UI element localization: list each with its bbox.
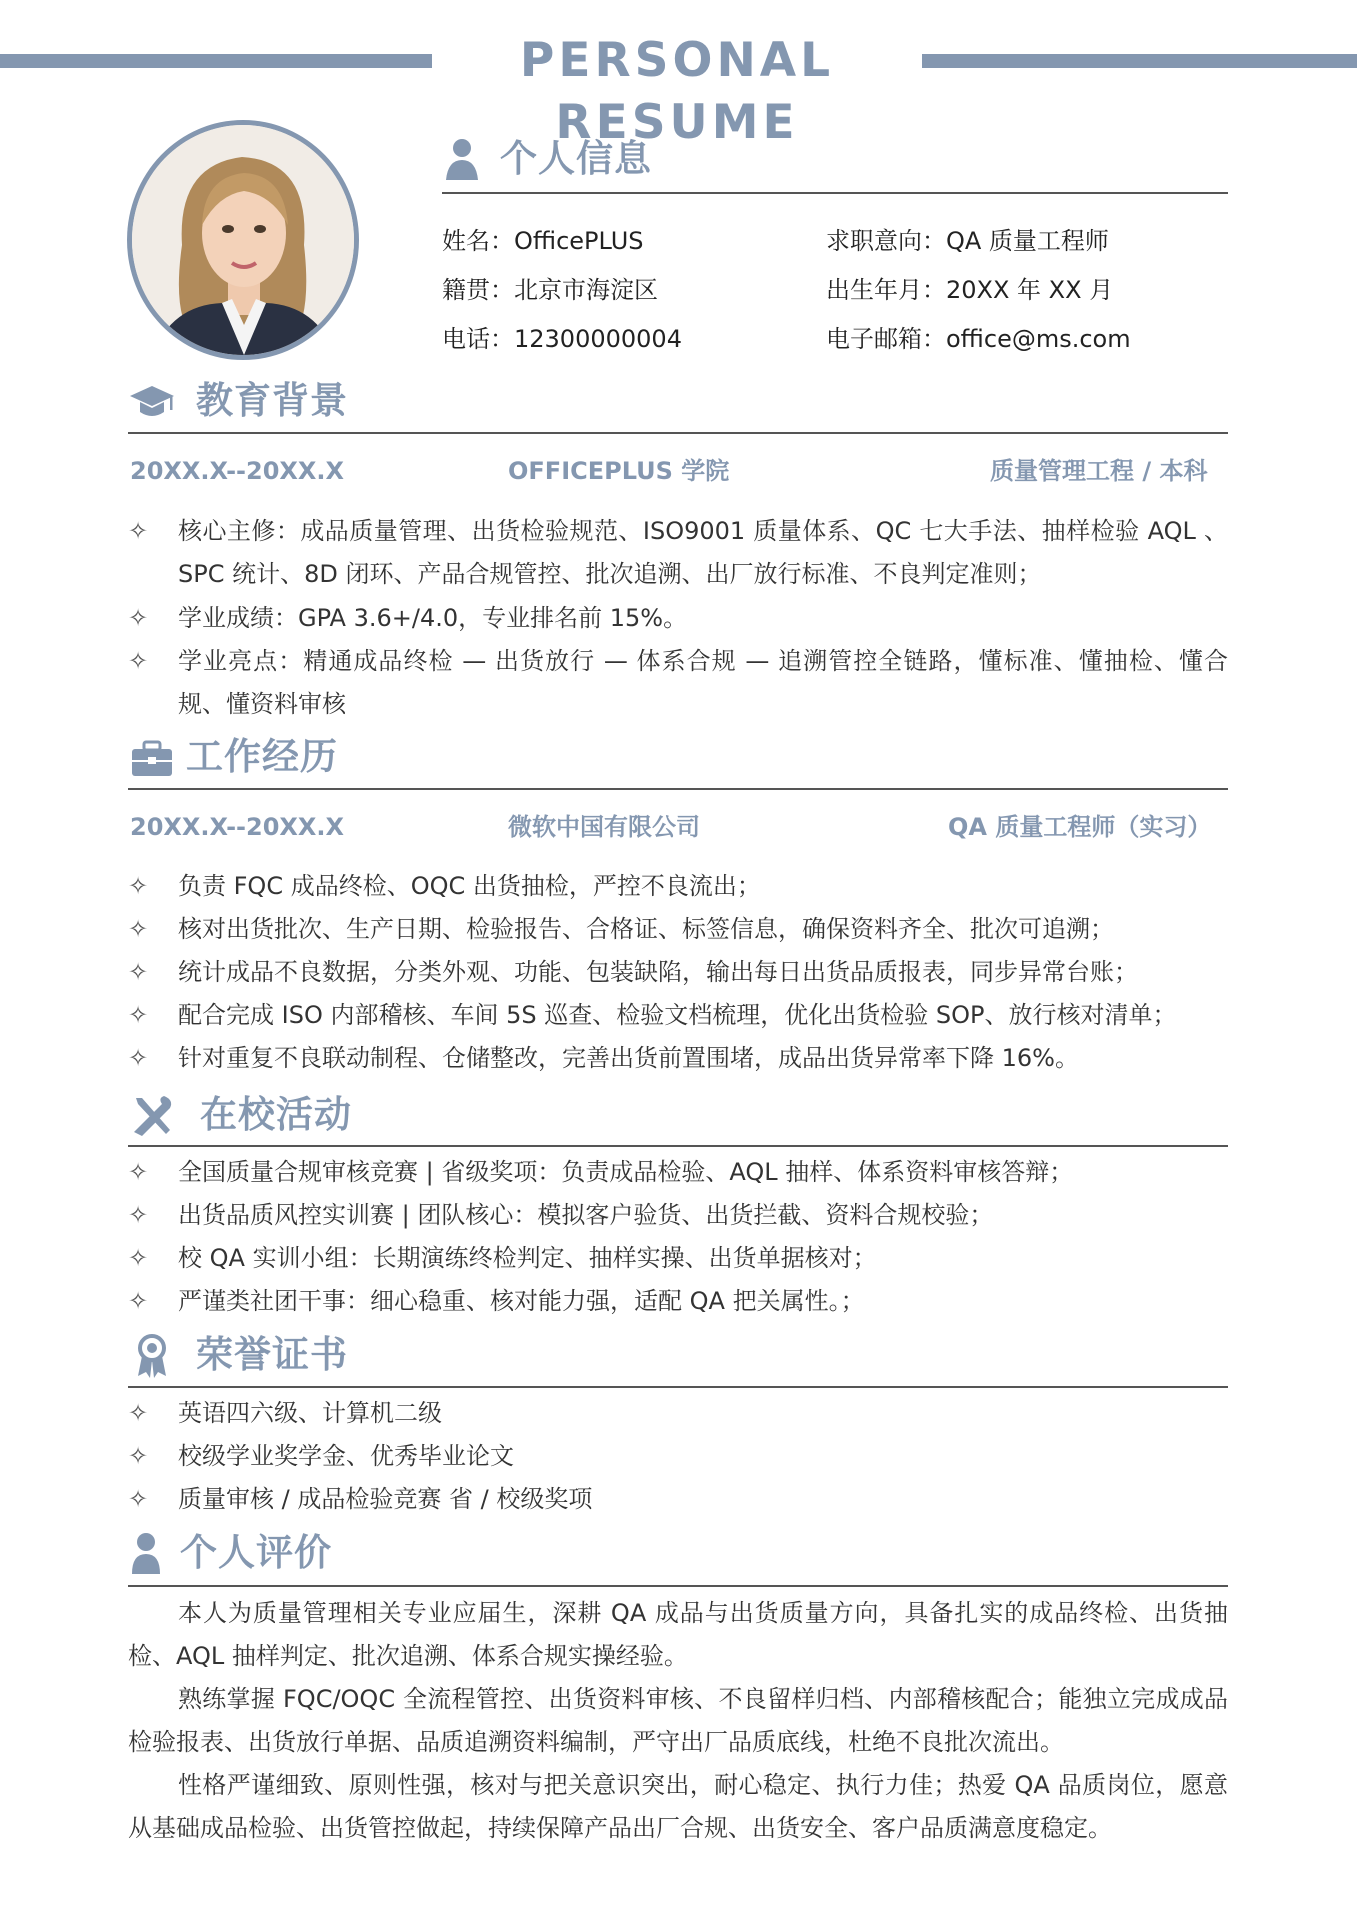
bullet-icon: ✧ <box>128 1485 149 1513</box>
section-evaluation-header <box>128 1524 1228 1584</box>
bullet-icon: ✧ <box>128 1001 149 1029</box>
list-item: ✧ 校级学业奖学金、优秀毕业论文 <box>128 1435 1228 1478</box>
work-period: 20XX.X--20XX.X <box>130 813 345 841</box>
origin-field: 籍贯：北京市海淀区 <box>442 276 658 304</box>
list-item: ✧ 负责 FQC 成品终检、OQC 出货抽检，严控不良流出； <box>128 865 1228 908</box>
section-work-header <box>128 728 1228 788</box>
section-rule <box>128 1145 1228 1147</box>
briefcase-icon <box>128 734 176 782</box>
education-major: 质量管理工程 / 本科 <box>990 457 1208 485</box>
target-position-field: 求职意向：QA 质量工程师 <box>826 227 1109 255</box>
birth-date-field: 出生年月：20XX 年 XX 月 <box>826 276 1114 304</box>
section-honors-header <box>128 1326 1228 1386</box>
list-item: ✧ 核对出货批次、生产日期、检验报告、合格证、标签信息，确保资料齐全、批次可追溯； <box>128 908 1228 951</box>
section-rule <box>128 1386 1228 1388</box>
bullet-icon: ✧ <box>128 517 149 545</box>
bullet-icon: ✧ <box>128 604 149 632</box>
work-company: 微软中国有限公司 <box>508 813 700 841</box>
section-education-header <box>128 372 1228 432</box>
bullet-icon: ✧ <box>128 1158 149 1186</box>
section-rule <box>128 788 1228 790</box>
section-title: 工作经历 <box>186 735 338 778</box>
section-title: 在校活动 <box>200 1093 352 1136</box>
bullet-icon: ✧ <box>128 1201 149 1229</box>
list-item: ✧ 核心主修：成品质量管理、出货检验规范、ISO9001 质量体系、QC 七大手法、抽样检验 AQL 、SPC 统计、8D 闭环、产品合规管控、批次追溯、出厂放行标准、不良判定准则； <box>128 510 1228 596</box>
section-rule <box>442 192 1228 194</box>
list-item: ✧ 校 QA 实训小组：长期演练终检判定、抽样实操、出货单据核对； <box>128 1237 1228 1280</box>
evaluation-paragraph: 熟练掌握 FQC/OQC 全流程管控、出货资料审核、不良留样归档、内部稽核配合；能独立完成成品检验报表、出货放行单据、品质追溯资料编制，严守出厂品质底线，杜绝不良批次流出。 <box>128 1685 1228 1756</box>
header-rule-left <box>0 54 432 68</box>
bullet-icon: ✧ <box>128 1442 149 1470</box>
bullet-icon: ✧ <box>128 958 149 986</box>
section-rule <box>128 1585 1228 1587</box>
bullet-icon: ✧ <box>128 1287 149 1315</box>
award-ribbon-icon <box>128 1332 176 1380</box>
email-field: 电子邮箱：office@ms.com <box>826 325 1131 353</box>
person-icon <box>128 1530 176 1578</box>
education-school: OFFICEPLUS 学院 <box>508 457 730 485</box>
graduation-cap-icon <box>128 378 176 426</box>
bullet-icon: ✧ <box>128 1399 149 1427</box>
list-item: ✧ 配合完成 ISO 内部稽核、车间 5S 巡查、检验文档梳理，优化出货检验 SOP、放行核对清单； <box>128 994 1228 1037</box>
list-item: ✧ 英语四六级、计算机二级 <box>128 1392 1228 1435</box>
education-period: 20XX.X--20XX.X <box>130 457 345 485</box>
section-title: 教育背景 <box>196 379 348 422</box>
list-item: ✧ 学业成绩：GPA 3.6+/4.0，专业排名前 15%。 <box>128 597 1228 640</box>
tools-icon <box>128 1092 176 1140</box>
section-title: 个人评价 <box>180 1531 332 1574</box>
bullet-icon: ✧ <box>128 915 149 943</box>
work-role: QA 质量工程师（实习） <box>948 813 1212 841</box>
evaluation-paragraph: 本人为质量管理相关专业应届生，深耕 QA 成品与出货质量方向，具备扎实的成品终检、出货抽检、AQL 抽样判定、批次追溯、体系合规实操经验。 <box>128 1599 1228 1670</box>
section-campus-header <box>128 1086 1228 1146</box>
section-rule <box>128 432 1228 434</box>
list-item: ✧ 针对重复不良联动制程、仓储整改，完善出货前置围堵，成品出货异常率下降 16%。 <box>128 1037 1228 1080</box>
bullet-icon: ✧ <box>128 1244 149 1272</box>
list-item: ✧ 严谨类社团干事：细心稳重、核对能力强，适配 QA 把关属性。； <box>128 1280 1228 1323</box>
bullet-icon: ✧ <box>128 872 149 900</box>
person-icon <box>442 136 490 184</box>
section-personal-header <box>442 130 1228 190</box>
list-item: ✧ 质量审核 / 成品检验竞赛 省 / 校级奖项 <box>128 1478 1228 1521</box>
evaluation-paragraph: 性格严谨细致、原则性强，核对与把关意识突出，耐心稳定、执行力佳；热爱 QA 品质岗位，愿意从基础成品检验、出货管控做起，持续保障产品出厂合规、出货安全、客户品质满意度稳定。 <box>128 1771 1228 1842</box>
list-item: ✧ 全国质量合规审核竞赛 | 省级奖项：负责成品检验、AQL 抽样、体系资料审核答辩； <box>128 1151 1228 1194</box>
list-item: ✧ 统计成品不良数据，分类外观、功能、包装缺陷，输出每日出货品质报表，同步异常台账； <box>128 951 1228 994</box>
profile-photo <box>127 120 359 360</box>
list-item: ✧ 出货品质风控实训赛 | 团队核心：模拟客户验货、出货拦截、资料合规校验； <box>128 1194 1228 1237</box>
phone-field: 电话：12300000004 <box>442 325 682 353</box>
bullet-icon: ✧ <box>128 647 149 675</box>
section-title: 个人信息 <box>500 137 652 180</box>
name-field: 姓名：OfficePLUS <box>442 227 644 255</box>
list-item: ✧ 学业亮点：精通成品终检 — 出货放行 — 体系合规 — 追溯管控全链路，懂标准、懂抽检、懂合规、懂资料审核 <box>128 640 1228 726</box>
resume-title: PERSONAL RESUME <box>519 33 835 150</box>
bullet-icon: ✧ <box>128 1044 149 1072</box>
header-rule-right <box>922 54 1357 68</box>
section-title: 荣誉证书 <box>196 1333 348 1376</box>
